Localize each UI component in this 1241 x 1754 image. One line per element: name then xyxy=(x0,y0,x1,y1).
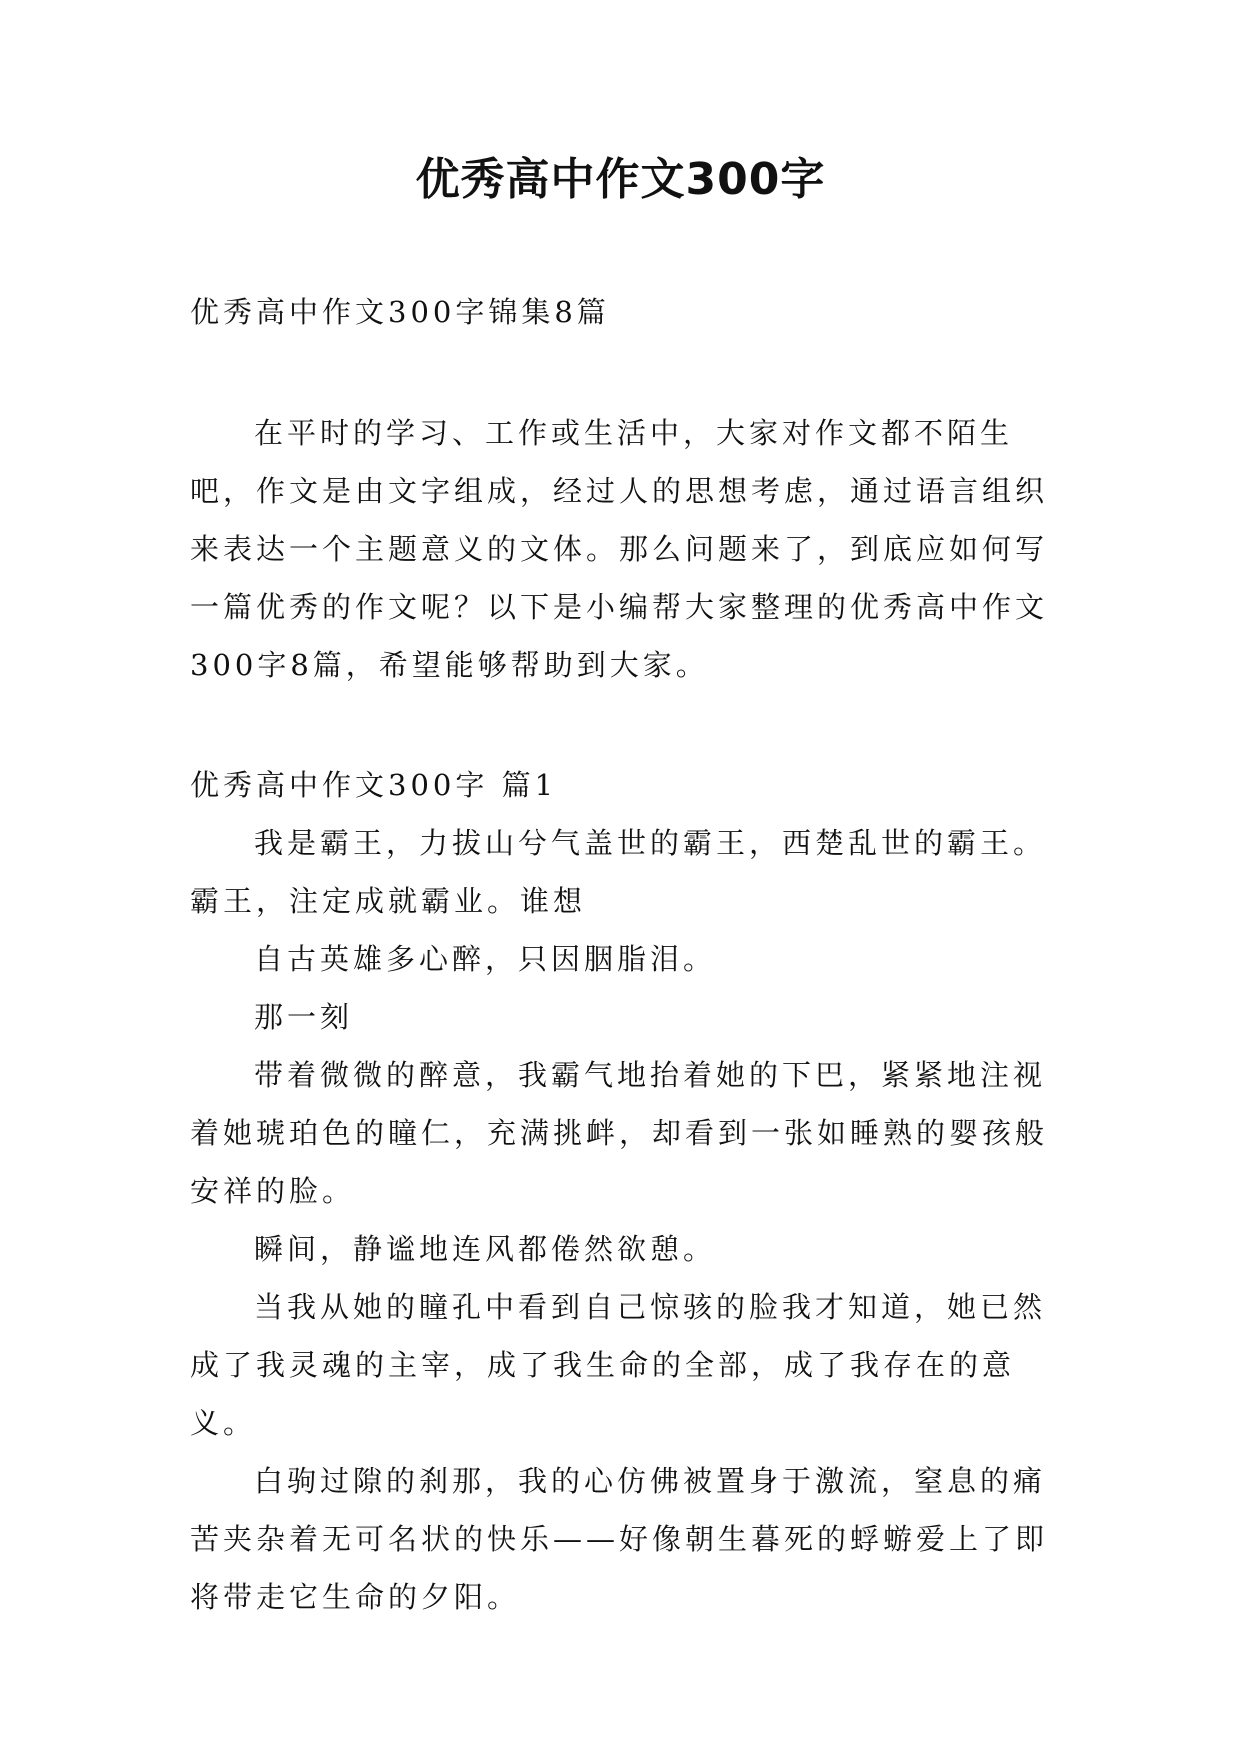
article-paragraph-4: 带着微微的醉意，我霸气地抬着她的下巴，紧紧地注视着她琥珀色的瞳仁，充满挑衅，却看到一张如睡熟的婴孩般安祥的脸。 xyxy=(190,1058,1049,1208)
article-paragraph-5: 瞬间，静谧地连风都倦然欲憩。 xyxy=(254,1232,717,1266)
article-paragraph-2: 自古英雄多心醉，只因胭脂泪。 xyxy=(254,942,717,976)
article-paragraph-1: 我是霸王，力拔山兮气盖世的霸王，西楚乱世的霸王。霸王，注定成就霸业。谁想 xyxy=(190,826,1047,918)
section-heading: 优秀高中作文300字 篇1 xyxy=(190,768,558,802)
intro-paragraph: 在平时的学习、工作或生活中，大家对作文都不陌生吧，作文是由文字组成，经过人的思想考虑，通过语言组织来表达一个主题意义的文体。那么问题来了，到底应如何写一篇优秀的作文呢？以下是小编帮大家整理的优秀高中作文300字8篇，希望能够帮助到大家。 xyxy=(190,416,1049,682)
article-paragraph-7: 白驹过隙的刹那，我的心仿佛被置身于激流，窒息的痛苦夹杂着无可名状的快乐——好像朝生暮死的蜉蝣爱上了即将带走它生命的夕阳。 xyxy=(190,1464,1049,1614)
document-title: 优秀高中作文300字 xyxy=(415,154,826,205)
intro-section xyxy=(190,404,1060,694)
article-section xyxy=(190,756,1060,1626)
document-subtitle: 优秀高中作文300字锦集8篇 xyxy=(190,295,610,329)
article-paragraph-3: 那一刻 xyxy=(254,1000,354,1034)
article-paragraph-6: 当我从她的瞳孔中看到自己惊骇的脸我才知道，她已然成了我灵魂的主宰，成了我生命的全部，成了我存在的意义。 xyxy=(190,1290,1047,1440)
